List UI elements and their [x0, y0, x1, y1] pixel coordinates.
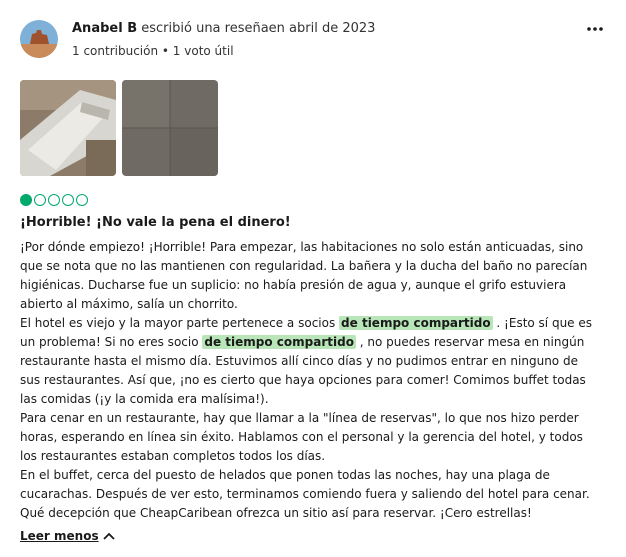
review-paragraph: Qué decepción que CheapCaribean ofrezca un sitio así para reservar. ¡Cero estrellas!	[20, 506, 532, 520]
review-photo-floor[interactable]	[122, 80, 218, 176]
review-photo-bathtub[interactable]	[20, 80, 116, 176]
more-options-button[interactable]	[584, 20, 606, 38]
read-less-button[interactable]	[20, 527, 115, 545]
review-title: ¡Horrible! ¡No vale la pena el dinero!	[20, 215, 291, 230]
review-action-date: escribió una reseñaen abril de 2023	[141, 21, 376, 36]
author-name[interactable]: Anabel B	[72, 21, 138, 36]
review-paragraph: Para cenar en un restaurante, hay que llamar a la "línea de reservas", lo que nos hizo perder horas, esperando en línea sin éxito. Hablamos con el personal y la gerencia del hotel, y todos los restaurantes estaban completos todos los días.	[20, 411, 583, 463]
chevron-up-icon	[103, 532, 115, 540]
floor-photo-image	[122, 80, 218, 176]
read-less-label: Leer menos	[20, 529, 99, 543]
review-header	[72, 20, 375, 38]
review-paragraph: En el buffet, cerca del puesto de helados que ponen todas las noches, hay una plaga de cucarachas. Después de ver esto, terminamos comiendo fuera y saliendo del hotel para cenar.	[20, 468, 590, 501]
review-paragraph	[20, 314, 600, 409]
rating-bubble-empty	[62, 194, 74, 206]
more-options-icon	[587, 27, 603, 31]
rating-bubbles	[20, 194, 88, 206]
bathtub-photo-image	[20, 80, 116, 176]
contributions-count: 1 contribución	[72, 44, 159, 58]
timeshare-highlight[interactable]: de tiempo compartido	[204, 335, 354, 349]
rating-bubble-empty	[76, 194, 88, 206]
review-text: . ¡Esto sí que es un problema! Si no eres socio	[20, 316, 593, 349]
useful-votes-count: • 1 voto útil	[161, 44, 234, 58]
author-stats	[72, 42, 234, 60]
review-text: El hotel es viejo y la mayor parte pertenece a socios	[20, 316, 340, 330]
avatar[interactable]	[20, 20, 58, 58]
review-paragraph: ¡Por dónde empiezo! ¡Horrible! Para empezar, las habitaciones no solo están anticuadas, sino que se nota que no las mantienen con regularidad. La bañera y la ducha del baño no parecían higiénicas. Ducharse fue un suplicio: no había presión de agua y, aunque el grifo estuviera abierto al máximo, salía un chorrito.	[20, 240, 588, 311]
rating-bubble-empty	[48, 194, 60, 206]
avatar-image	[20, 20, 58, 58]
review-text: , no puedes reservar mesa en ningún restaurante hasta el mismo día. Estuvimos allí cinco días y no pudimos entrar en ninguno de sus restaurantes. Así que, ¡no es cierto que haya opciones para comer! Comimos buffet todas las comidas (¡y la comida era malísima!).	[20, 335, 586, 406]
review-body	[20, 238, 600, 523]
rating-bubble-empty	[34, 194, 46, 206]
rating-bubble-filled	[20, 194, 32, 206]
timeshare-highlight[interactable]: de tiempo compartido	[341, 316, 491, 330]
